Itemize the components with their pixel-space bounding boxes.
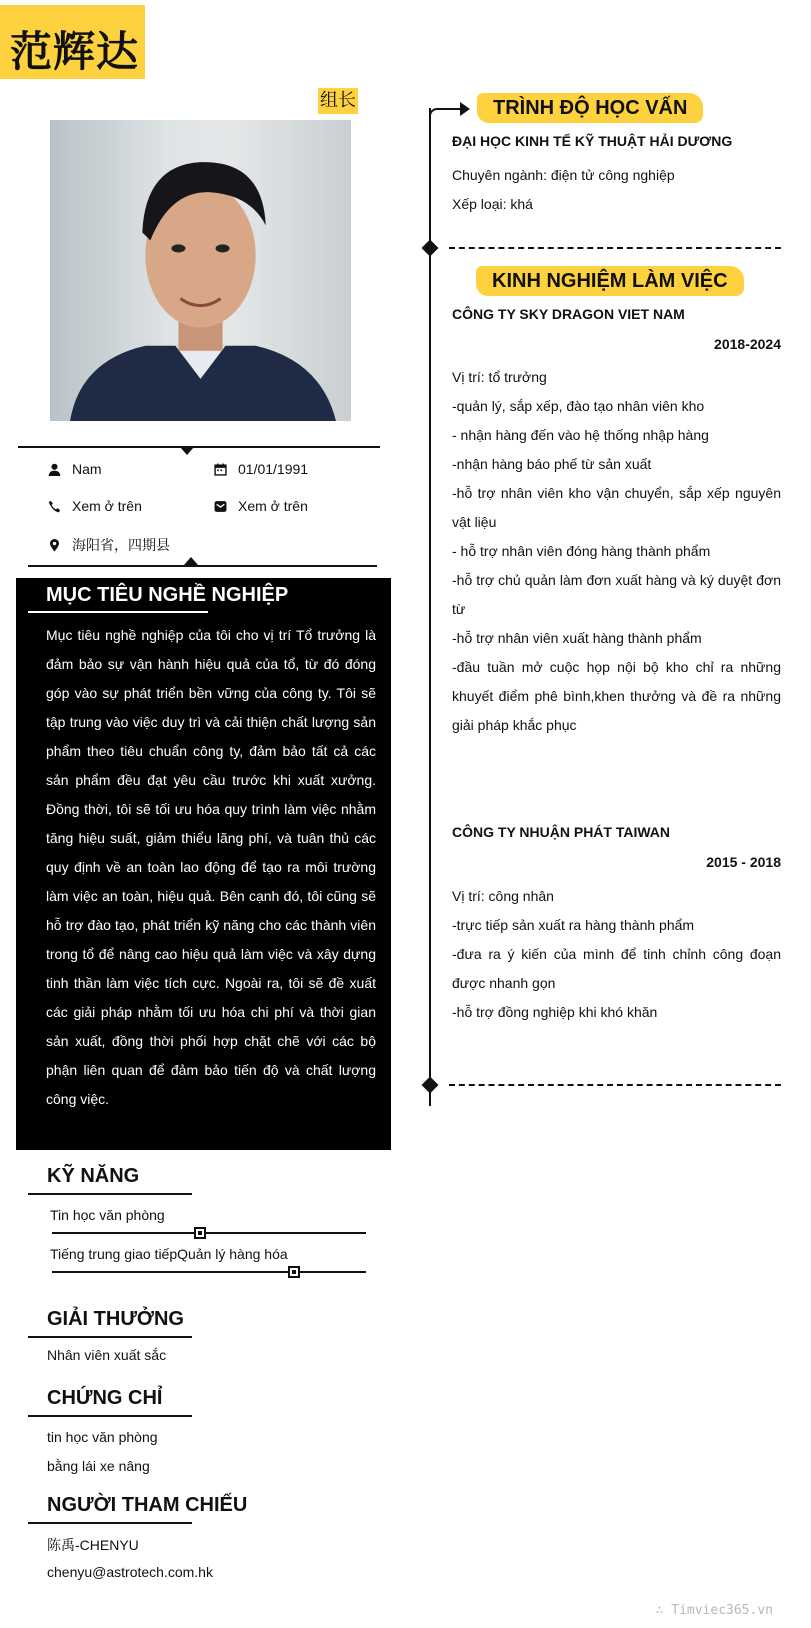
reference-item: 陈禹-CHENYU: [47, 1537, 139, 1553]
address-item: [46, 535, 170, 555]
career-goal-section: [16, 578, 391, 1150]
job-line: -đưa ra ý kiến của mình để tinh chỉnh công đoạn được nhanh gọn: [452, 946, 781, 991]
references-underline: [28, 1522, 192, 1524]
envelope-icon: [212, 498, 228, 514]
job-period: 2015 - 2018: [706, 854, 781, 870]
person-icon: [46, 461, 62, 477]
job-line: Vị trí: tổ trưởng: [452, 369, 547, 385]
career-goal-title: MỤC TIÊU NGHỀ NGHIỆP: [46, 584, 289, 606]
birthday-value: 01/01/1991: [238, 461, 309, 477]
certificates-title: CHỨNG CHỈ: [47, 1387, 163, 1409]
certificates-underline: [28, 1415, 192, 1417]
award-item: Nhân viên xuất sắc: [47, 1347, 167, 1363]
birthday-item: [212, 461, 308, 477]
name-banner: [0, 5, 145, 79]
education-major: Chuyên ngành: điện tử công nghiệp: [452, 167, 675, 183]
timeline-diamond-icon: [422, 1077, 439, 1094]
gender-value: Nam: [72, 461, 102, 477]
job-line: - nhận hàng đến vào hệ thống nhập hàng: [452, 427, 709, 443]
skill-level-handle: [194, 1227, 206, 1239]
timeline-arrow-line: [437, 108, 461, 110]
watermark: ∴ Timviec365.vn: [655, 1603, 773, 1618]
job-line: -hỗ trợ nhân viên kho vận chuyển, sắp xếp nguyên vật liệu: [452, 485, 781, 530]
awards-underline: [28, 1336, 192, 1338]
calendar-icon: [212, 461, 228, 477]
career-goal-underline: [28, 611, 208, 613]
job-line: Vị trí: công nhân: [452, 888, 554, 904]
section-divider-dashed: [449, 247, 781, 249]
job-line: -hỗ trợ đồng nghiệp khi khó khăn: [452, 1004, 658, 1020]
job-line: -trực tiếp sản xuất ra hàng thành phẩm: [452, 917, 695, 933]
info-divider-bottom: [28, 565, 377, 567]
map-pin-icon: [46, 537, 62, 553]
school-name: ĐẠI HỌC KINH TẾ KỸ THUẬT HẢI DƯƠNG: [452, 133, 733, 149]
awards-title: GIẢI THƯỞNG: [47, 1308, 184, 1330]
experience-title: KINH NGHIỆM LÀM VIỆC: [476, 266, 744, 296]
job-line: -đầu tuần mở cuộc họp nội bộ kho chỉ ra những khuyết điểm phê bình,khen thưởng và đề ra những giải pháp khắc phục: [452, 659, 781, 733]
job-company: CÔNG TY NHUẬN PHÁT TAIWAN: [452, 824, 671, 840]
timeline-diamond-icon: [422, 240, 439, 257]
job-line: -hỗ trợ chủ quản làm đơn xuất hàng và ký duyệt đơn từ: [452, 572, 781, 617]
reference-item: chenyu@astrotech.com.hk: [47, 1564, 213, 1580]
candidate-name: 范辉达: [10, 27, 140, 76]
portrait-illustration: [50, 120, 351, 421]
career-goal-text: Mục tiêu nghề nghiệp của tôi cho vị trí Tổ trưởng là đảm bảo sự vận hành hiệu quả của tổ, từ đó đóng góp vào sự phát triển bền vững của công ty. Tôi sẽ tập trung vào việc duy trì và cải thiện chất lượng sản phẩm theo tiêu chuẩn công ty, đảm bảo tất cả các sản phẩm đều đạt yêu cầu trước khi xuất xưởng. Đồng thời, tôi sẽ tối ưu hóa quy trình làm việc nhằm tăng hiệu suất, giảm thiểu lãng phí, và tuân thủ các quy định về an toàn lao động để tạo ra môi trường làm việc an toàn, hiệu quả. Bên cạnh đó, tôi cũng sẽ hỗ trợ đào tạo, phát triển kỹ năng cho các thành viên trong tổ để nâng cao hiệu quả làm việc và xây dựng tinh thần làm việc tích cực. Ngoài ra, tôi sẽ đề xuất các giải pháp nhằm tối ưu hóa chi phí và thời gian sản xuất, đồng thời phối hợp chặt chẽ với các bộ phận liên quan để đảm bảo tiến độ và chất lượng công việc.: [46, 627, 376, 1107]
email-item: [212, 498, 308, 514]
education-title: TRÌNH ĐỘ HỌC VẤN: [477, 93, 703, 123]
email-value: Xem ở trên: [238, 498, 308, 514]
job-line: -quản lý, sắp xếp, đào tạo nhân viên kho: [452, 398, 705, 414]
address-value: 海阳省，四期县: [72, 537, 170, 553]
phone-item: [46, 498, 142, 514]
info-divider-top: [18, 446, 380, 448]
job-company: CÔNG TY SKY DRAGON VIET NAM: [452, 306, 685, 322]
divider-pointer-icon: [184, 557, 198, 565]
skills-underline: [28, 1193, 192, 1195]
skill-bar: [52, 1271, 366, 1273]
phone-value: Xem ở trên: [72, 498, 142, 514]
phone-icon: [46, 498, 62, 514]
certificate-item: tin học văn phòng: [47, 1429, 158, 1445]
education-grade: Xếp loại: khá: [452, 196, 533, 212]
certificate-item: bằng lái xe nâng: [47, 1458, 150, 1474]
skill-label: Tin học văn phòng: [50, 1207, 165, 1223]
skills-title: KỸ NĂNG: [47, 1165, 140, 1187]
divider-pointer-icon: [180, 447, 194, 455]
skill-bar: [52, 1232, 366, 1234]
gender-item: [46, 461, 102, 477]
references-title: NGƯỜI THAM CHIẾU: [47, 1494, 248, 1516]
job-line: - hỗ trợ nhân viên đóng hàng thành phẩm: [452, 543, 711, 559]
job-line: -nhận hàng báo phế từ sản xuất: [452, 456, 652, 472]
timeline-line: [429, 108, 431, 1106]
arrow-right-icon: [460, 102, 470, 116]
profile-photo: [50, 120, 351, 421]
role-tag: 组长: [318, 88, 358, 114]
job-line: -hỗ trợ nhân viên xuất hàng thành phẩm: [452, 630, 702, 646]
job-period: 2018-2024: [714, 336, 781, 352]
skill-level-handle: [288, 1266, 300, 1278]
skill-label: Tiếng trung giao tiếpQuản lý hàng hóa: [50, 1246, 288, 1262]
section-divider-dashed: [449, 1084, 781, 1086]
